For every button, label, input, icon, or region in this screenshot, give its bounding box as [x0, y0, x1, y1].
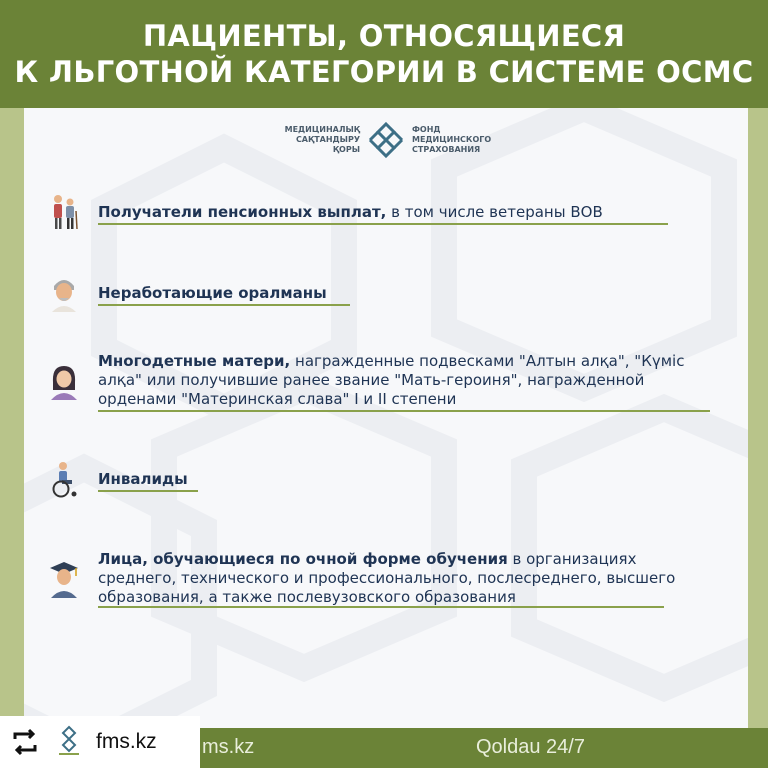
mother-icon — [48, 362, 80, 400]
logo-ru-line-3: СТРАХОВАНИЯ — [412, 145, 481, 154]
footer-helpline: Qoldau 24/7 — [476, 736, 585, 758]
right-border — [748, 108, 768, 728]
item-4-bold: Инвалиды — [98, 469, 188, 488]
header-banner — [0, 0, 768, 108]
list-item-disabled — [48, 460, 708, 498]
logo-ru-line-1: ФОНД — [412, 125, 441, 134]
item-2-underline — [98, 304, 350, 306]
item-4-underline — [98, 490, 198, 492]
content-panel — [24, 108, 748, 728]
item-2-bold: Неработающие оралманы — [98, 283, 327, 302]
item-5-underline — [98, 606, 664, 608]
item-3-underline — [98, 410, 710, 412]
item-1-rest: в том числе ветераны ВОВ — [386, 202, 603, 221]
list-item-oralmans — [48, 274, 708, 312]
fund-mini-logo-icon — [54, 725, 84, 759]
repost-badge — [0, 716, 200, 768]
footer-website[interactable]: ms.kz — [202, 736, 255, 758]
item-5-bold: Лица, обучающиеся по очной форме обучения — [98, 550, 508, 568]
graduate-icon — [48, 560, 80, 598]
repost-icon[interactable] — [10, 727, 40, 757]
item-5-rest: в организациях среднего, технического и профессионального, послесреднего, высшего образования, а также послевузовского образования — [98, 550, 676, 606]
fund-logo — [24, 120, 748, 160]
item-1-bold: Получатели пенсионных выплат, — [98, 202, 387, 221]
item-1-underline — [98, 223, 668, 225]
item-3-bold: Многодетные матери, — [98, 352, 291, 370]
list-item-mothers — [48, 352, 708, 409]
title-line-2: К ЛЬГОТНОЙ КАТЕГОРИИ В СИСТЕМЕ ОСМС — [14, 55, 754, 89]
title-line-1: ПАЦИЕНТЫ, ОТНОСЯЩИЕСЯ — [142, 19, 626, 53]
list-item-students — [48, 550, 708, 607]
man-portrait-icon — [48, 274, 80, 312]
logo-kz-line-2: САҚТАНДЫРУ — [295, 135, 360, 144]
list-item-pensioners — [48, 193, 708, 231]
fund-emblem-icon — [364, 120, 408, 160]
wheelchair-icon — [48, 460, 80, 498]
logo-kz-line-3: ҚОРЫ — [332, 145, 360, 154]
item-3-rest: награжденные подвесками "Алтын алқа", "Күміс алқа" или получившие ранее звание "Мать-героиня", награжденной орденами "Материнская слава" I и II степени — [98, 352, 685, 408]
account-handle[interactable]: fms.kz — [96, 730, 157, 753]
left-border — [0, 108, 24, 728]
elderly-couple-icon — [48, 193, 80, 231]
logo-kz-line-1: МЕДИЦИНАЛЫҚ — [284, 125, 360, 134]
logo-ru-line-2: МЕДИЦИНСКОГО — [412, 135, 492, 144]
